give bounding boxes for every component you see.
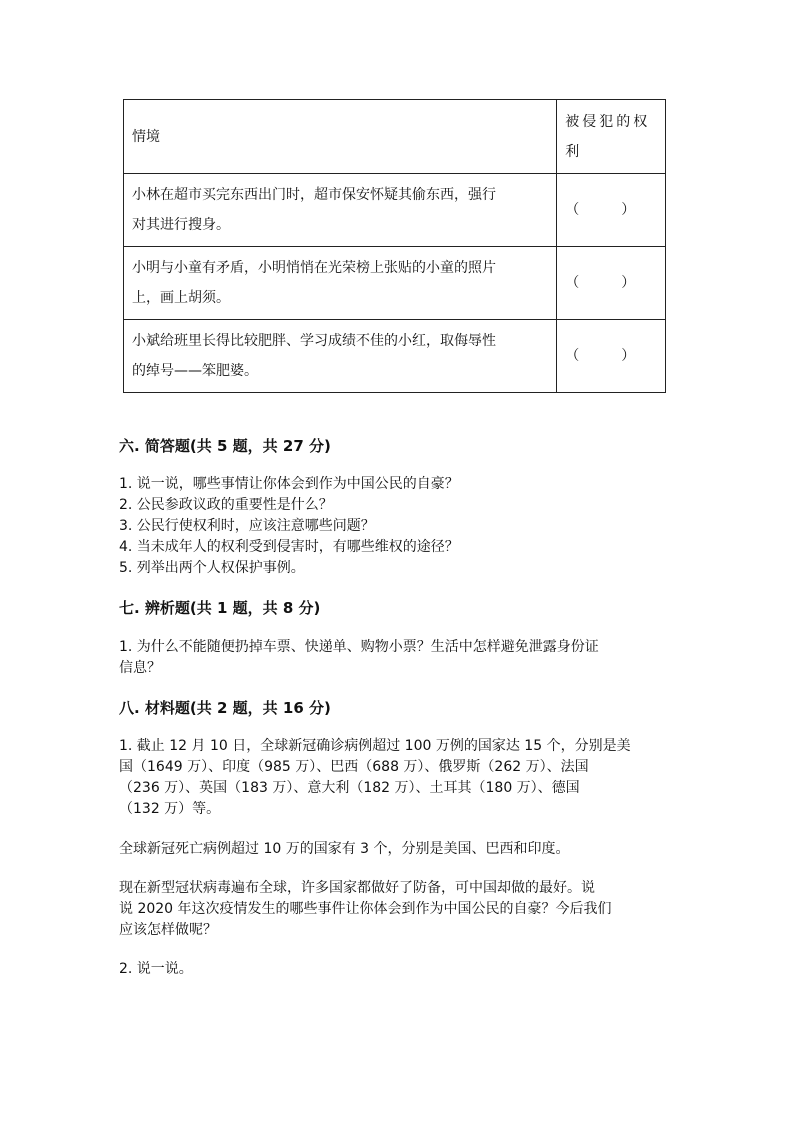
answer-cell[interactable]: [557, 320, 666, 393]
answer-blank[interactable]: （ ）: [565, 202, 636, 218]
section8-p2: 全球新冠死亡病例超过 10 万的国家有 3 个，分别是美国、巴西和印度。: [119, 841, 570, 857]
header-situation: 情境: [132, 128, 160, 145]
situation-cell: [124, 174, 557, 247]
header-right-cell: [557, 100, 666, 174]
section8-p3-line2: 说 2020 年这次疫情发生的哪些事件让你体会到作为中国公民的自豪？今后我们: [119, 901, 612, 917]
answer-blank[interactable]: （ ）: [565, 348, 636, 364]
answer-blank[interactable]: （ ）: [565, 275, 636, 291]
table-row: [124, 320, 666, 393]
section8-title: 八. 材料题(共 2 题，共 16 分): [119, 699, 331, 717]
situation-line2: 对其进行搜身。: [132, 217, 230, 233]
situation-cell: [124, 247, 557, 320]
situation-line1: 小明与小童有矛盾，小明悄悄在光荣榜上张贴的小童的照片: [132, 260, 496, 276]
answer-cell[interactable]: [557, 174, 666, 247]
section6-question-3: 3. 公民行使权利时，应该注意哪些问题？: [119, 518, 375, 534]
section6-question-1: 1. 说一说，哪些事情让你体会到作为中国公民的自豪？: [119, 476, 459, 492]
situation-line1: 小斌给班里长得比较肥胖、学习成绩不佳的小红，取侮辱性: [132, 333, 496, 349]
section6-question-5: 5. 列举出两个人权保护事例。: [119, 560, 305, 576]
table-row: [124, 174, 666, 247]
header-right-line2: 利: [565, 143, 580, 160]
section7-question-line1: 1. 为什么不能随便扔掉车票、快递单、购物小票？生活中怎样避免泄露身份证: [119, 639, 599, 655]
situation-line2: 的绰号——笨肥婆。: [132, 363, 258, 379]
section8-p1-line4: （132 万）等。: [119, 801, 221, 817]
section7-title: 七. 辨析题(共 1 题，共 8 分): [119, 599, 321, 617]
section7-question-line2: 信息？: [119, 660, 161, 676]
rights-table: [123, 99, 666, 393]
table-row: [124, 247, 666, 320]
section6-question-4: 4. 当未成年人的权利受到侵害时，有哪些维权的途径？: [119, 539, 459, 555]
section8-question-2: 2. 说一说。: [119, 961, 193, 977]
section8-p3-line1: 现在新型冠状病毒遍布全球，许多国家都做好了防备，可中国却做的最好。说: [119, 880, 595, 896]
section8-p3-line3: 应该怎样做呢？: [119, 922, 217, 938]
section8-p1-line1: 1. 截止 12 月 10 日，全球新冠确诊病例超过 100 万例的国家达 15 个，分别是美: [119, 738, 631, 754]
situation-line1: 小林在超市买完东西出门时，超市保安怀疑其偷东西，强行: [132, 187, 496, 203]
section6-question-2: 2. 公民参政议政的重要性是什么？: [119, 497, 333, 513]
situation-line2: 上，画上胡须。: [132, 290, 230, 306]
header-right-line1: 被侵犯的权: [565, 113, 651, 130]
answer-cell[interactable]: [557, 247, 666, 320]
section8-p1-line3: （236 万）、英国（183 万）、意大利（182 万）、土耳其（180 万）、德国: [119, 780, 580, 796]
section8-p1-line2: 国（1649 万）、印度（985 万）、巴西（688 万）、俄罗斯（262 万）、法国: [119, 759, 589, 775]
section6-title: 六. 简答题(共 5 题，共 27 分): [119, 437, 331, 455]
header-situation-cell: [124, 100, 557, 174]
situation-cell: [124, 320, 557, 393]
table-header-row: [124, 100, 666, 174]
